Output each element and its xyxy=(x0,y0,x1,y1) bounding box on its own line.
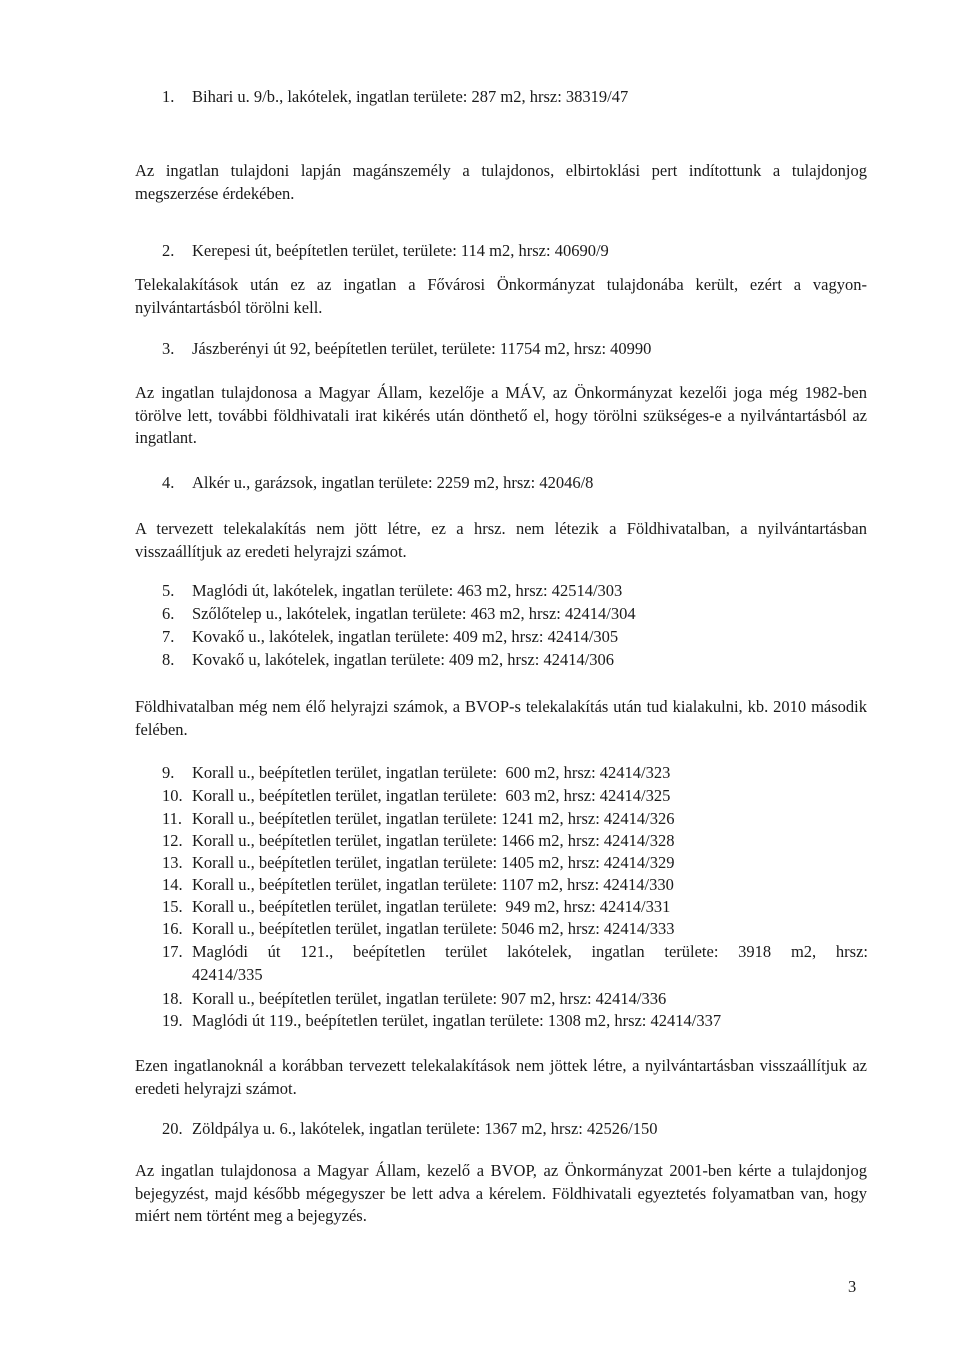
list-item-2 xyxy=(162,240,609,262)
list-item-number: 3. xyxy=(162,339,175,358)
list-item-text: Szőlőtelep u., lakótelek, ingatlan területe: 463 m2, hrsz: 42414/304 xyxy=(192,604,636,623)
list-item-10 xyxy=(162,785,670,807)
list-item-text: Korall u., beépítetlen terület, ingatlan területe: 1241 m2, hrsz: 42414/326 xyxy=(192,809,675,828)
list-item-text: Maglódi út 119., beépítetlen terület, ingatlan területe: 1308 m2, hrsz: 42414/337 xyxy=(192,1011,722,1030)
list-item-number: 15. xyxy=(162,897,183,916)
list-item-text: Korall u., beépítetlen terület, ingatlan területe: 1405 m2, hrsz: 42414/329 xyxy=(192,853,675,872)
list-item-text: Kerepesi út, beépítetlen terület, területe: 114 m2, hrsz: 40690/9 xyxy=(192,241,609,260)
list-item-number: 2. xyxy=(162,241,175,260)
paragraph-4: A tervezett telekalakítás nem jött létre, ez a hrsz. nem létezik a Földhivatalban, a nyilvántartásban visszaállítjuk az eredeti helyrajzi számot. xyxy=(135,519,867,561)
list-item-text: Maglódi út 121., beépítetlen terület lakótelek, ingatlan területe: 3918 m2, hrsz: xyxy=(192,942,868,961)
list-item-15 xyxy=(162,896,670,918)
list-item-11 xyxy=(162,808,675,830)
list-item-12 xyxy=(162,830,675,852)
paragraph-2: Telekalakítások után ez az ingatlan a Fővárosi Önkormányzat tulajdonába került, ezért a vagyon-nyilvántartásból törölni kell. xyxy=(135,275,867,317)
list-item-text: Korall u., beépítetlen terület, ingatlan területe: 5046 m2, hrsz: 42414/333 xyxy=(192,919,675,938)
page-number: 3 xyxy=(848,1277,857,1296)
list-item-18 xyxy=(162,988,666,1010)
list-item-number: 11. xyxy=(162,809,183,828)
list-item-8 xyxy=(162,649,614,671)
list-item-number: 8. xyxy=(162,650,175,669)
paragraph-1: Az ingatlan tulajdoni lapján magánszemély a tulajdonos, elbirtoklási pert indítottunk a tulajdonjog megszerzése érdekében. xyxy=(135,161,867,203)
list-item-number: 20. xyxy=(162,1119,183,1138)
list-item-number: 9. xyxy=(162,763,175,782)
list-item-19 xyxy=(162,1010,721,1032)
list-item-4 xyxy=(162,472,593,494)
list-item-text: Bihari u. 9/b., lakótelek, ingatlan területe: 287 m2, hrsz: 38319/47 xyxy=(192,87,629,106)
list-item-5 xyxy=(162,580,622,602)
paragraph-7: Az ingatlan tulajdonosa a Magyar Állam, kezelő a BVOP, az Önkormányzat 2001-ben kérte a tulajdonjog bejegyzést, majd később mégegyszer be lett adva a kérelem. Földhivatali egyeztetés folyamatban van, hogy miért nem történt meg a bejegyzés. xyxy=(135,1161,867,1225)
list-item-number: 13. xyxy=(162,853,183,872)
list-item-14 xyxy=(162,874,674,896)
list-item-text: Alkér u., garázsok, ingatlan területe: 2259 m2, hrsz: 42046/8 xyxy=(192,473,594,492)
list-item-number: 18. xyxy=(162,989,183,1008)
list-item-text: Korall u., beépítetlen terület, ingatlan területe: 949 m2, hrsz: 42414/331 xyxy=(192,897,671,916)
list-item-number: 6. xyxy=(162,604,175,623)
list-item-number: 4. xyxy=(162,473,175,492)
list-item-1 xyxy=(162,86,628,108)
list-item-20 xyxy=(162,1118,658,1140)
list-item-3 xyxy=(162,338,651,360)
list-item-text: Korall u., beépítetlen terület, ingatlan területe: 603 m2, hrsz: 42414/325 xyxy=(192,786,671,805)
list-item-text: Zöldpálya u. 6., lakótelek, ingatlan területe: 1367 m2, hrsz: 42526/150 xyxy=(192,1119,658,1138)
list-item-6 xyxy=(162,603,636,625)
list-item-16 xyxy=(162,918,675,940)
list-item-number: 10. xyxy=(162,786,183,805)
paragraph-5: Földhivatalban még nem élő helyrajzi számok, a BVOP-s telekalakítás után tud kialakulni, kb. 2010 második felében. xyxy=(135,697,867,739)
list-item-text: Kovakő u., lakótelek, ingatlan területe: 409 m2, hrsz: 42414/305 xyxy=(192,627,619,646)
list-item-text: Maglódi út, lakótelek, ingatlan területe: 463 m2, hrsz: 42514/303 xyxy=(192,581,623,600)
list-item-text: Korall u., beépítetlen terület, ingatlan területe: 1466 m2, hrsz: 42414/328 xyxy=(192,831,675,850)
paragraph-6: Ezen ingatlanoknál a korábban tervezett telekalakítások nem jöttek létre, a nyilvántartásban visszaállítjuk az eredeti helyrajzi számot. xyxy=(135,1056,867,1098)
list-item-17 xyxy=(162,940,868,986)
paragraph-3: Az ingatlan tulajdonosa a Magyar Állam, kezelője a MÁV, az Önkormányzat kezelői joga még 1982-ben törölve lett, további földhivatali irat kikérés után dönthető el, hogy törölni szükséges-e a nyilvántartásból az ingatlant. xyxy=(135,383,867,447)
list-item-text: Korall u., beépítetlen terület, ingatlan területe: 1107 m2, hrsz: 42414/330 xyxy=(192,875,674,894)
list-item-text: Korall u., beépítetlen terület, ingatlan területe: 600 m2, hrsz: 42414/323 xyxy=(192,763,671,782)
list-item-text: Korall u., beépítetlen terület, ingatlan területe: 907 m2, hrsz: 42414/336 xyxy=(192,989,667,1008)
list-item-text: Kovakő u, lakótelek, ingatlan területe: 409 m2, hrsz: 42414/306 xyxy=(192,650,615,669)
list-item-number: 17. xyxy=(162,942,183,961)
list-item-number: 1. xyxy=(162,87,175,106)
list-item-13 xyxy=(162,852,675,874)
list-item-7 xyxy=(162,626,618,648)
list-item-number: 14. xyxy=(162,875,183,894)
list-item-number: 12. xyxy=(162,831,183,850)
list-item-number: 7. xyxy=(162,627,175,646)
list-item-number: 5. xyxy=(162,581,175,600)
list-item-number: 19. xyxy=(162,1011,183,1030)
list-item-9 xyxy=(162,762,670,784)
list-item-text: Jászberényi út 92, beépítetlen terület, területe: 11754 m2, hrsz: 40990 xyxy=(192,339,652,358)
list-item-text-continued: 42414/335 xyxy=(192,965,263,984)
list-item-number: 16. xyxy=(162,919,183,938)
